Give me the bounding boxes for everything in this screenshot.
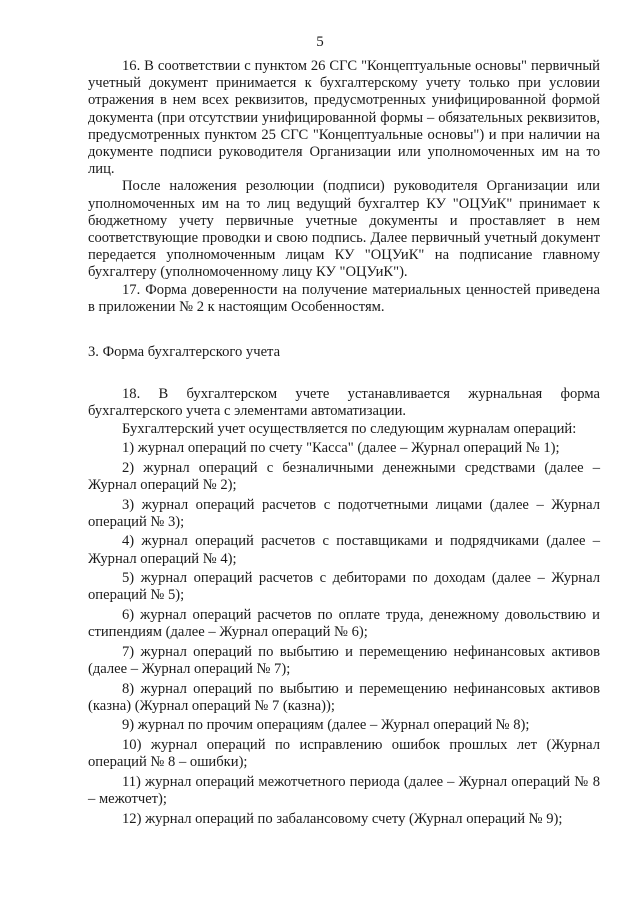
list-item: 6) журнал операций расчетов по оплате труда, денежному довольствию и стипендиям (далее – Журнал операций № 6); (88, 607, 600, 641)
section-heading: 3. Форма бухгалтерского учета (88, 344, 281, 361)
list-item: 4) журнал операций расчетов с поставщиками и подрядчиками (далее – Журнал операций № 4); (88, 533, 600, 567)
list-item: 12) журнал операций по забалансовому счету (Журнал операций № 9); (122, 810, 563, 827)
list-item: 7) журнал операций по выбытию и перемещению нефинансовых активов (далее – Журнал операций № 7); (88, 643, 600, 678)
list-item: 2) журнал операций с безналичными денежными средствами (далее – Журнал операций № 2); (88, 459, 600, 494)
list-item: 11) журнал операций межотчетного периода (далее – Журнал операций № 8 – межотчет); (88, 773, 600, 808)
paragraph-18-continued: Бухгалтерский учет осуществляется по следующим журналам операций: (122, 420, 577, 437)
paragraph-18: 18. В бухгалтерском учете устанавливается журнальная форма бухгалтерского учета с элементами автоматизации. (88, 386, 600, 420)
paragraph-17: 17. Форма доверенности на получение материальных ценностей приведена в приложении № 2 к настоящим Особенностям. (88, 281, 600, 315)
page-number: 5 (316, 34, 324, 50)
document-body (88, 58, 600, 828)
paragraph-16: 16. В соответствии с пунктом 26 СГС "Концептуальные основы" первичный учетный документ принимается к бухгалтерскому учету только при условии отражения в нем всех реквизитов, предусмотренных унифицированной формой документа (при отсутствии унифицированной формы – обязательных реквизитов, предусмотренных пунктом 25 СГС "Концептуальные основы") и при наличии на документе подписи руководителя Организации или уполномоченных им на то лиц. (88, 58, 600, 178)
list-item: 8) журнал операций по выбытию и перемещению нефинансовых активов (казна) (Журнал операций № 7 (казна)); (88, 680, 600, 714)
list-item: 3) журнал операций расчетов с подотчетными лицами (далее – Журнал операций № 3); (88, 496, 600, 530)
journal-list (88, 440, 600, 828)
list-item: 5) журнал операций расчетов с дебиторами по доходам (далее – Журнал операций № 5); (88, 570, 600, 604)
list-item: 9) журнал по прочим операциям (далее – Журнал операций № 8); (122, 717, 530, 734)
list-item: 10) журнал операций по исправлению ошибок прошлых лет (Журнал операций № 8 – ошибки); (88, 737, 600, 771)
paragraph-16-continued: После наложения резолюции (подписи) руководителя Организации или уполномоченных им на то лиц ведущий бухгалтер КУ "ОЦУиК" принимает к бюджетному учету первичные учетные документы и проставляет в нем соответствующие проводки и свою подпись. Далее первичный учетный документ передается уполномоченным лицам КУ "ОЦУиК" на подписание главному бухгалтеру (уполномоченному лицу КУ "ОЦУиК"). (88, 178, 600, 281)
list-item: 1) журнал операций по счету "Касса" (далее – Журнал операций № 1); (122, 440, 560, 457)
